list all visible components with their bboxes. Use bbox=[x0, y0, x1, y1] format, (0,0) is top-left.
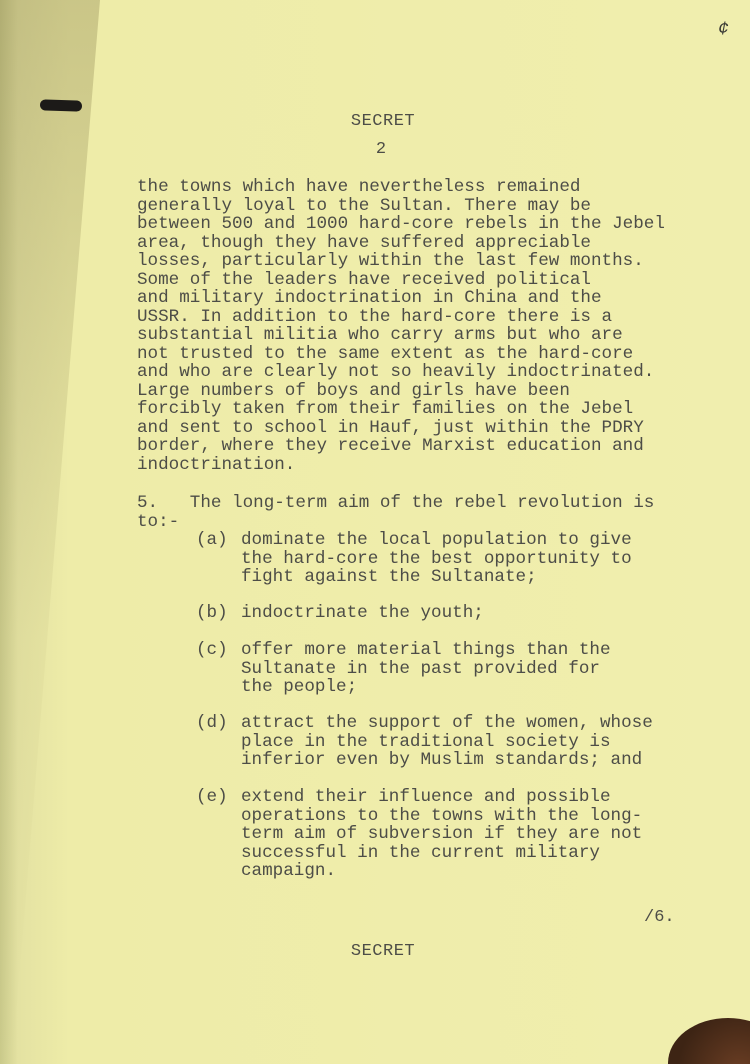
classification-footer: SECRET bbox=[350, 942, 416, 961]
paragraph-line: generally loyal to the Sultan. There may be bbox=[137, 195, 591, 216]
list-item-text: indoctrinate the youth; bbox=[241, 603, 484, 623]
list-item-text: offer more material things than the Sultanate in the past provided for the people; bbox=[241, 640, 611, 697]
list-item-text: attract the support of the women, whose place in the traditional society is inferior even by Muslim standards; and bbox=[241, 713, 653, 770]
list-item-letter: (a) bbox=[196, 530, 228, 550]
classification-header: SECRET bbox=[350, 112, 416, 131]
paragraph-line: indoctrination. bbox=[137, 454, 296, 475]
list-item-letter: (c) bbox=[196, 640, 228, 660]
paragraph-line: border, where they receive Marxist education and bbox=[137, 436, 644, 456]
thumb-shadow bbox=[668, 1018, 750, 1064]
paragraph-line: substantial militia who carry arms but who are bbox=[137, 325, 623, 345]
paragraph-line: forcibly taken from their families on the Jebel bbox=[137, 399, 634, 419]
paragraph-line: and military indoctrination in China and the bbox=[137, 288, 602, 308]
paragraph-continuation bbox=[137, 178, 737, 474]
paragraph-line: Some of the leaders have received political bbox=[137, 269, 591, 290]
paragraph-line: USSR. In addition to the hard-core there is a bbox=[137, 306, 613, 327]
list-item-letter: (d) bbox=[196, 713, 228, 733]
paragraph-line: Large numbers of boys and girls have been bbox=[137, 380, 570, 401]
list-item-letter: (b) bbox=[196, 603, 228, 623]
staple-mark bbox=[40, 99, 82, 111]
corner-annotation: ¢ bbox=[718, 20, 729, 40]
list-item-text: dominate the local population to give the hard-core the best opportunity to fight against the Sultanate; bbox=[241, 530, 632, 587]
paragraph-line: not trusted to the same extent as the hard-core bbox=[137, 343, 634, 364]
paragraph-line: and sent to school in Hauf, just within the PDRY bbox=[137, 417, 644, 438]
binding-shadow bbox=[0, 0, 100, 1064]
paragraph-line: the towns which have nevertheless remained bbox=[137, 177, 581, 197]
paragraph-line: losses, particularly within the last few months. bbox=[137, 251, 644, 271]
paragraph-line: and who are clearly not so heavily indoctrinated. bbox=[137, 362, 655, 382]
paragraph-line: between 500 and 1000 hard-core rebels in the Jebel bbox=[137, 214, 665, 234]
page-number: 2 bbox=[375, 140, 387, 159]
paragraph-5-intro: 5. The long-term aim of the rebel revolution is to:- bbox=[137, 493, 655, 532]
list-item-letter: (e) bbox=[196, 787, 228, 807]
continuation-marker: /6. bbox=[644, 908, 675, 927]
list-item-text: extend their influence and possible operations to the towns with the long- term aim of subversion if they are not successful in the current military campaign. bbox=[241, 787, 643, 881]
paragraph-line: area, though they have suffered appreciable bbox=[137, 232, 591, 253]
